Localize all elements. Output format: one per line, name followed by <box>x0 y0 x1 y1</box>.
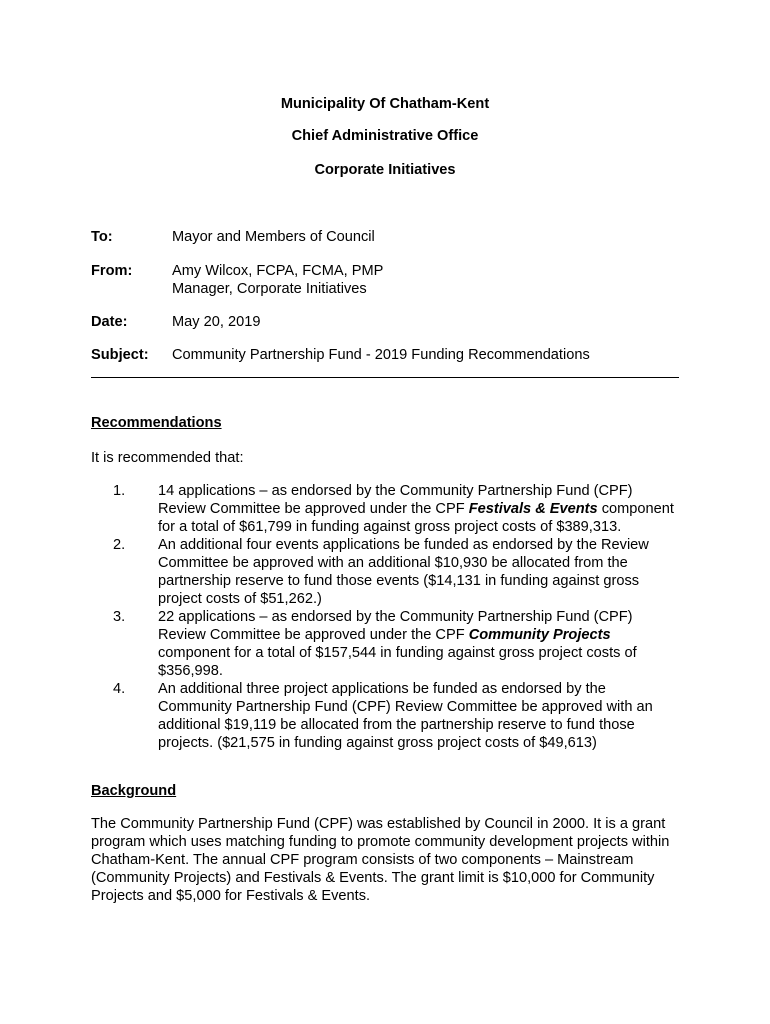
list-item <box>91 608 691 680</box>
recommendations-heading: Recommendations <box>91 415 222 431</box>
header-office: Chief Administrative Office <box>291 128 479 144</box>
horizontal-divider <box>91 377 679 378</box>
list-item-text-part: component for a total of $157,544 in funding against gross project costs of $356,998. <box>158 645 637 679</box>
list-item-text <box>158 482 678 536</box>
list-item-number: 1. <box>113 483 126 499</box>
list-item <box>91 536 691 608</box>
list-item-number: 4. <box>113 681 126 697</box>
background-heading: Background <box>91 783 177 799</box>
list-item-text-part: An additional four events applications be funded as endorsed by the Review Committee be approved with an additional $10,930 be allocated from the partnership reserve to fund those events ($14,131 in funding against gross project costs of $51,262.) <box>158 537 649 607</box>
list-item-text-part: component for a total of $61,799 in funding against gross project costs of $389,313. <box>158 501 674 535</box>
memo-to-value: Mayor and Members of Council <box>172 229 375 245</box>
list-item-text <box>158 608 678 680</box>
list-item <box>91 482 691 536</box>
memo-subject-value: Community Partnership Fund - 2019 Funding Recommendations <box>172 347 590 363</box>
list-item-emphasis: Festivals & Events <box>468 501 598 517</box>
recommendations-list <box>91 482 691 752</box>
recommendations-intro: It is recommended that: <box>91 450 244 466</box>
list-item-text <box>158 536 678 608</box>
header-department: Corporate Initiatives <box>314 162 456 178</box>
header-municipality: Municipality Of Chatham-Kent <box>280 96 490 112</box>
background-paragraph: The Community Partnership Fund (CPF) was established by Council in 2000. It is a grant program which uses matching funding to promote community development projects within Chatham-Kent. The annual CPF program consists of two components – Mainstream (Community Projects) and Festivals & Events. The grant limit is $10,000 for Community Projects and $5,000 for Festivals & Events. <box>91 816 670 904</box>
list-item-text-part: 14 applications – as endorsed by the Community Partnership Fund (CPF) Review Committee be approved under the CPF <box>158 483 633 517</box>
memo-from-label: From: <box>91 263 133 279</box>
memo-subject-label: Subject: <box>91 347 149 363</box>
memo-from-value <box>172 262 692 298</box>
list-item-number: 3. <box>113 609 126 625</box>
list-item-text-part: An additional three project applications be funded as endorsed by the Community Partnership Fund (CPF) Review Committee be approved with an additional $19,119 be allocated from the partnership reserve to fund those projects. ($21,575 in funding against gross project costs of $49,613) <box>158 681 653 751</box>
memo-to-label: To: <box>91 229 113 245</box>
list-item <box>91 680 691 752</box>
memo-date-value: May 20, 2019 <box>172 314 261 330</box>
memo-date-label: Date: <box>91 314 128 330</box>
list-item-number: 2. <box>113 537 126 553</box>
memo-from-title: Manager, Corporate Initiatives <box>172 281 367 297</box>
list-item-emphasis: Community Projects <box>468 627 611 643</box>
memo-from-name: Amy Wilcox, FCPA, FCMA, PMP <box>172 263 384 279</box>
list-item-text-part: 22 applications – as endorsed by the Community Partnership Fund (CPF) Review Committee be approved under the CPF <box>158 609 633 643</box>
list-item-text <box>158 680 678 752</box>
